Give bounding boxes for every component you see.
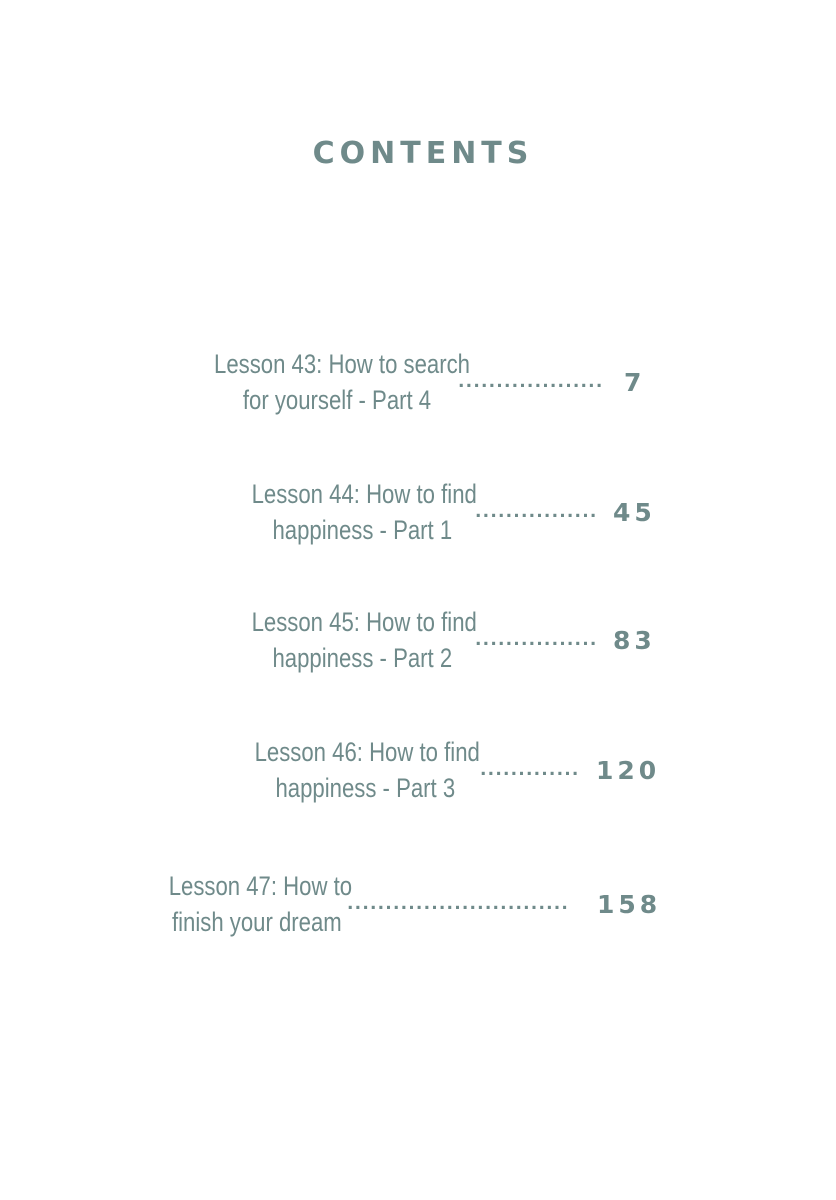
entry-title-line: for yourself - Part 4 xyxy=(242,385,432,415)
page-number: 83 xyxy=(613,625,656,655)
dot-leader: ............. xyxy=(480,760,580,780)
toc-entry[interactable] xyxy=(206,734,660,806)
dot-leader: ............................. xyxy=(347,894,570,914)
toc-entry[interactable] xyxy=(130,868,661,940)
toc-entry[interactable] xyxy=(203,604,656,676)
entry-title-line: happiness - Part 2 xyxy=(272,643,453,673)
page-number: 120 xyxy=(596,755,661,785)
entry-title-line: Lesson 45: How to find xyxy=(251,607,477,637)
entry-title-line: happiness - Part 3 xyxy=(275,773,456,803)
entry-title-line: Lesson 46: How to find xyxy=(254,737,480,767)
page-number: 45 xyxy=(613,497,656,527)
entry-label xyxy=(168,868,353,940)
page-number: 158 xyxy=(597,889,662,919)
entry-title-line: Lesson 47: How to xyxy=(168,871,353,901)
entry-title-line: Lesson 44: How to find xyxy=(251,479,477,509)
entry-label xyxy=(214,346,470,418)
dot-leader: ................... xyxy=(458,372,604,392)
entry-label xyxy=(251,476,477,548)
entry-label xyxy=(251,604,477,676)
entry-title-line: Lesson 43: How to search xyxy=(214,349,470,379)
toc-entry[interactable] xyxy=(203,476,656,548)
dot-leader: ................ xyxy=(475,630,598,650)
page-number: 7 xyxy=(624,367,646,397)
page-title: CONTENTS xyxy=(312,136,534,171)
entry-title-line: happiness - Part 1 xyxy=(272,515,453,545)
toc-entry[interactable] xyxy=(160,346,645,418)
entry-title-line: finish your dream xyxy=(171,907,342,937)
dot-leader: ................ xyxy=(475,502,598,522)
entry-label xyxy=(254,734,480,806)
